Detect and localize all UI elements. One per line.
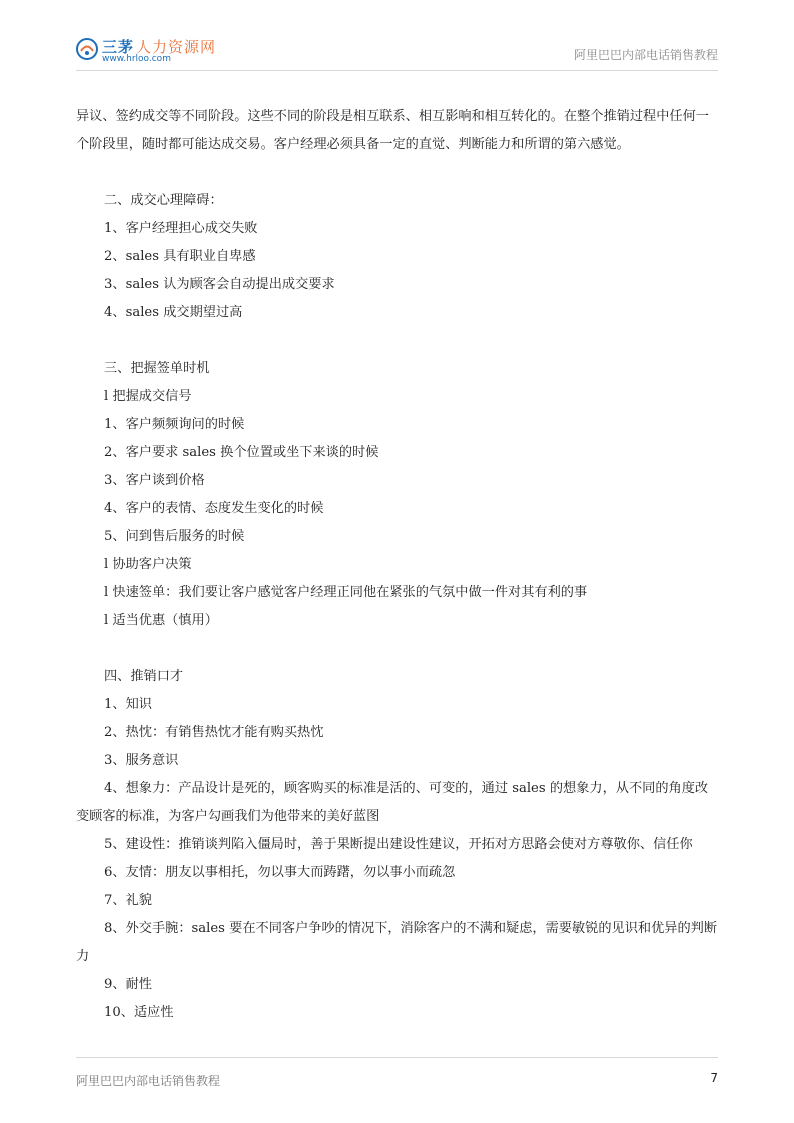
intro-paragraph: 异议、签约成交等不同阶段。这些不同的阶段是相互联系、相互影响和相互转化的。在整个推销过程中任何一个阶段里，随时都可能达成交易。客户经理必须具备一定的直觉、判断能力和所谓的第六感觉。 bbox=[76, 109, 709, 152]
list-item: l 协助客户决策 bbox=[104, 557, 192, 572]
document-body bbox=[76, 103, 718, 1027]
list-item: 3、服务意识 bbox=[104, 753, 179, 768]
list-item: 2、客户要求 sales 换个位置或坐下来谈的时候 bbox=[104, 445, 379, 460]
page-number: 7 bbox=[710, 1071, 718, 1085]
list-item: 3、sales 认为顾客会自动提出成交要求 bbox=[104, 277, 335, 292]
list-item: 4、想象力：产品设计是死的，顾客购买的标准是活的、可变的，通过 sales 的想象力，从不同的角度改变顾客的标准，为客户勾画我们为他带来的美好蓝图 bbox=[76, 781, 709, 824]
list-item: 5、问到售后服务的时候 bbox=[104, 529, 245, 544]
logo-url: www.hrloo.com bbox=[102, 54, 171, 64]
list-item: 7、礼貌 bbox=[104, 893, 152, 908]
list-item: 4、客户的表情、态度发生变化的时候 bbox=[104, 501, 324, 516]
list-item: 8、外交手腕：sales 要在不同客户争吵的情况下，消除客户的不满和疑虑，需要敏锐的见识和优异的判断力 bbox=[76, 921, 718, 964]
logo-text-sanmao: 三茅 bbox=[102, 38, 135, 56]
list-item: 4、sales 成交期望过高 bbox=[104, 305, 243, 320]
list-item: 1、知识 bbox=[104, 697, 152, 712]
page-header bbox=[76, 34, 718, 71]
section-heading-signing-timing: 三、把握签单时机 bbox=[104, 361, 210, 376]
section-heading-sales-eloquence: 四、推销口才 bbox=[104, 669, 184, 684]
list-item: 2、sales 具有职业自卑感 bbox=[104, 249, 256, 264]
hrloo-logo bbox=[76, 34, 256, 68]
logo-text-hr: 人力资源网 bbox=[136, 38, 217, 56]
list-item: 6、友情：朋友以事相托，勿以事大而踌躇，勿以事小而疏忽 bbox=[104, 865, 456, 880]
page-footer bbox=[76, 1057, 718, 1088]
list-item: l 快速签单：我们要让客户感觉客户经理正同他在紧张的气氛中做一件对其有利的事 bbox=[104, 585, 588, 600]
list-item: 3、客户谈到价格 bbox=[104, 473, 205, 488]
list-item: l 把握成交信号 bbox=[104, 389, 192, 404]
list-item: 5、建设性：推销谈判陷入僵局时，善于果断提出建设性建议，开拓对方思路会使对方尊敬你、信任你 bbox=[104, 837, 693, 852]
section-heading-closing-barriers: 二、成交心理障碍： bbox=[104, 193, 223, 208]
list-item: 10、适应性 bbox=[104, 1005, 174, 1020]
list-item: l 适当优惠（慎用） bbox=[104, 613, 218, 628]
list-item: 9、耐性 bbox=[104, 977, 152, 992]
footer-document-title: 阿里巴巴内部电话销售教程 bbox=[76, 1074, 221, 1088]
logo-mark-icon bbox=[76, 38, 98, 60]
list-item: 2、热忱：有销售热忱才能有购买热忱 bbox=[104, 725, 324, 740]
header-document-title: 阿里巴巴内部电话销售教程 bbox=[573, 48, 718, 62]
list-item: 1、客户经理担心成交失败 bbox=[104, 221, 258, 236]
list-item: 1、客户频频询问的时候 bbox=[104, 417, 245, 432]
